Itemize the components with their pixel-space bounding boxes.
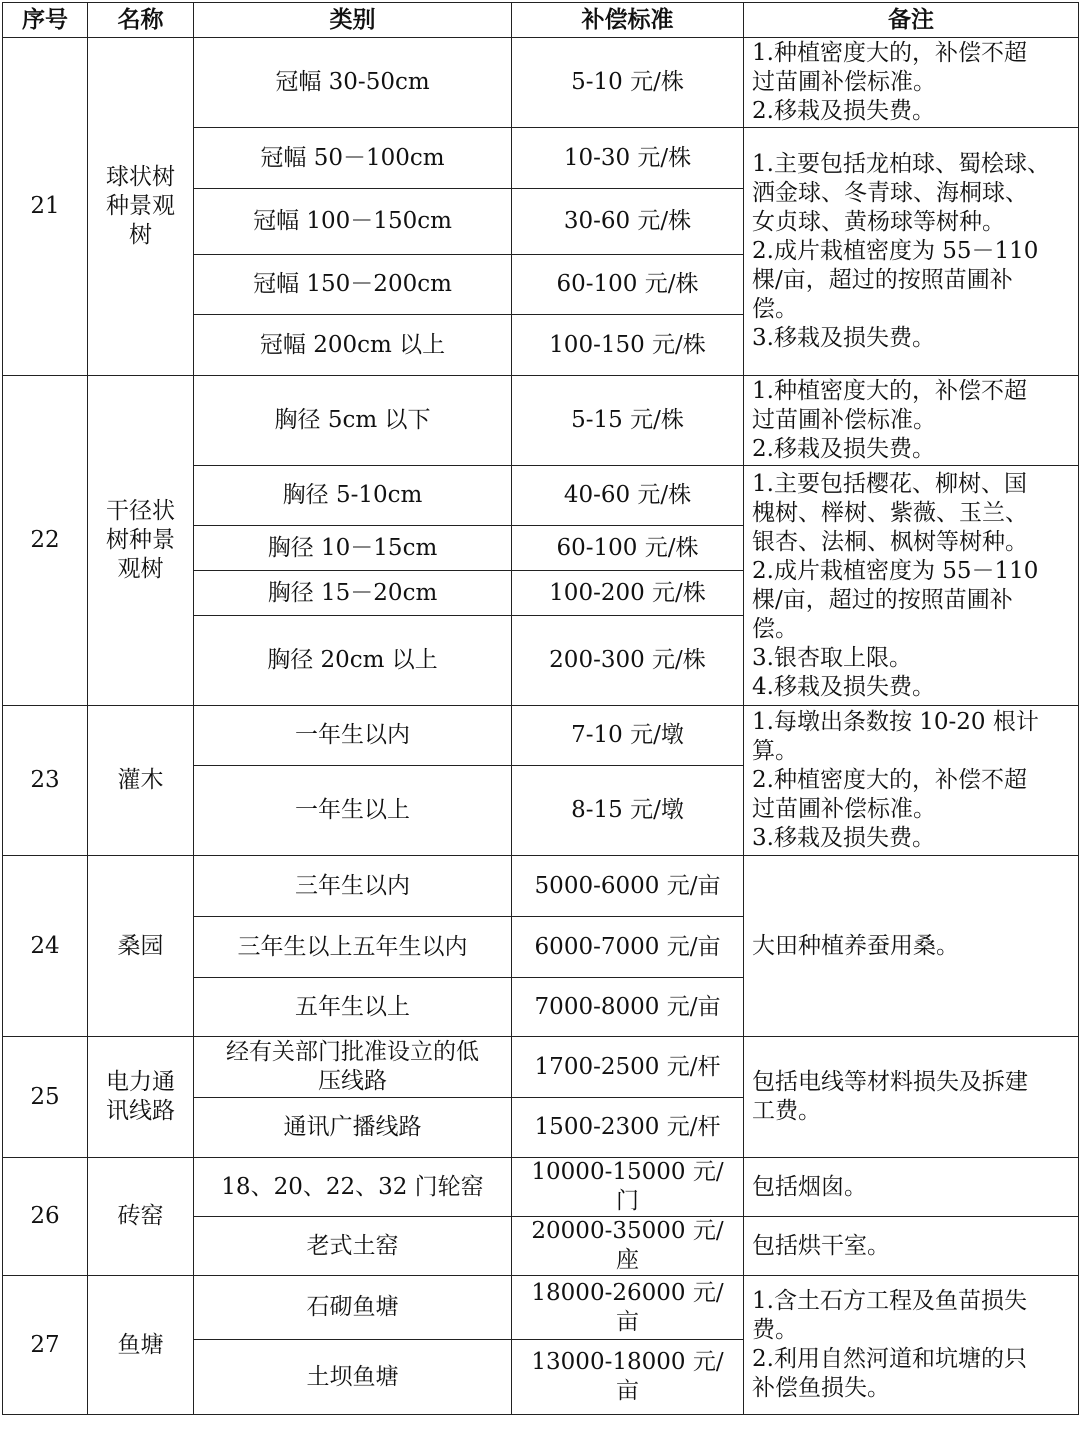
- category-cell: 一年生以内: [194, 706, 512, 766]
- table-row: [3, 1037, 1079, 1098]
- item-name: 电力通 讯线路: [88, 1037, 194, 1158]
- category-cell: 冠幅 30-50cm: [194, 38, 512, 128]
- header-standard: 补偿标准: [512, 3, 744, 38]
- header-notes: 备注: [744, 3, 1079, 38]
- category-cell: 老式土窑: [194, 1217, 512, 1276]
- category-cell: 冠幅 50－100cm: [194, 128, 512, 189]
- category-cell: 胸径 20cm 以上: [194, 616, 512, 706]
- table-row: [3, 376, 1079, 466]
- standard-cell: 13000-18000 元/亩: [512, 1340, 744, 1415]
- category-cell: 冠幅 200cm 以上: [194, 315, 512, 376]
- standard-cell: 100-200 元/株: [512, 571, 744, 616]
- notes-cell: 包括烘干室。: [744, 1217, 1079, 1276]
- category-cell: 胸径 5cm 以下: [194, 376, 512, 466]
- table-row: [3, 706, 1079, 766]
- notes-cell: 1.主要包括樱花、柳树、国 槐树、榉树、紫薇、玉兰、 银杏、法桐、枫树等树种。 2.成片栽植密度为 55－110 棵/亩，超过的按照苗圃补 偿。 3.银杏取上限。 4.移栽及损失费。: [744, 466, 1079, 706]
- standard-cell: 10-30 元/株: [512, 128, 744, 189]
- item-number: 23: [3, 706, 88, 856]
- compensation-table: [2, 2, 1079, 1415]
- item-number: 21: [3, 38, 88, 376]
- table-row: [3, 38, 1079, 128]
- standard-cell: 1700-2500 元/杆: [512, 1037, 744, 1098]
- category-cell: 冠幅 150－200cm: [194, 255, 512, 315]
- category-cell: 18、20、22、32 门轮窑: [194, 1158, 512, 1217]
- notes-cell: 1.主要包括龙柏球、蜀桧球、 洒金球、冬青球、海桐球、 女贞球、黄杨球等树种。 2.成片栽植密度为 55－110 棵/亩，超过的按照苗圃补 偿。 3.移栽及损失费。: [744, 128, 1079, 376]
- category-cell: 土坝鱼塘: [194, 1340, 512, 1415]
- header-category: 类别: [194, 3, 512, 38]
- standard-cell: 30-60 元/株: [512, 189, 744, 255]
- notes-cell: 1.含土石方工程及鱼苗损失 费。 2.利用自然河道和坑塘的只 补偿鱼损失。: [744, 1276, 1079, 1415]
- notes-cell: 1.种植密度大的，补偿不超 过苗圃补偿标准。 2.移栽及损失费。: [744, 38, 1079, 128]
- category-cell: 经有关部门批准设立的低 压线路: [194, 1037, 512, 1098]
- notes-cell: 大田种植养蚕用桑。: [744, 856, 1079, 1037]
- item-number: 26: [3, 1158, 88, 1276]
- item-name: 鱼塘: [88, 1276, 194, 1415]
- standard-cell: 40-60 元/株: [512, 466, 744, 526]
- header-row: [3, 3, 1079, 38]
- item-number: 22: [3, 376, 88, 706]
- standard-cell: 8-15 元/墩: [512, 766, 744, 856]
- header-name: 名称: [88, 3, 194, 38]
- category-cell: 胸径 10－15cm: [194, 526, 512, 571]
- item-name: 灌木: [88, 706, 194, 856]
- notes-cell: 1.种植密度大的，补偿不超 过苗圃补偿标准。 2.移栽及损失费。: [744, 376, 1079, 466]
- item-name: 桑园: [88, 856, 194, 1037]
- standard-cell: 18000-26000 元/亩: [512, 1276, 744, 1340]
- table-row: [3, 856, 1079, 917]
- item-number: 24: [3, 856, 88, 1037]
- item-number: 27: [3, 1276, 88, 1415]
- item-name: 干径状 树种景 观树: [88, 376, 194, 706]
- notes-cell: 包括电线等材料损失及拆建 工费。: [744, 1037, 1079, 1158]
- standard-cell: 1500-2300 元/杆: [512, 1098, 744, 1158]
- standard-cell: 20000-35000 元/座: [512, 1217, 744, 1276]
- standard-cell: 60-100 元/株: [512, 255, 744, 315]
- standard-cell: 200-300 元/株: [512, 616, 744, 706]
- notes-cell: 1.每墩出条数按 10-20 根计 算。 2.种植密度大的，补偿不超 过苗圃补偿标准。 3.移栽及损失费。: [744, 706, 1079, 856]
- item-name: 砖窑: [88, 1158, 194, 1276]
- category-cell: 五年生以上: [194, 978, 512, 1037]
- table-row: [3, 1276, 1079, 1340]
- category-cell: 三年生以内: [194, 856, 512, 917]
- standard-cell: 7-10 元/墩: [512, 706, 744, 766]
- category-cell: 石砌鱼塘: [194, 1276, 512, 1340]
- standard-cell: 7000-8000 元/亩: [512, 978, 744, 1037]
- standard-cell: 5-15 元/株: [512, 376, 744, 466]
- notes-cell: 包括烟囱。: [744, 1158, 1079, 1217]
- category-cell: 三年生以上五年生以内: [194, 917, 512, 978]
- item-name: 球状树 种景观 树: [88, 38, 194, 376]
- header-no: 序号: [3, 3, 88, 38]
- category-cell: 一年生以上: [194, 766, 512, 856]
- standard-cell: 10000-15000 元/门: [512, 1158, 744, 1217]
- category-cell: 胸径 15－20cm: [194, 571, 512, 616]
- standard-cell: 5-10 元/株: [512, 38, 744, 128]
- standard-cell: 6000-7000 元/亩: [512, 917, 744, 978]
- table-row: [3, 1158, 1079, 1217]
- standard-cell: 100-150 元/株: [512, 315, 744, 376]
- category-cell: 冠幅 100－150cm: [194, 189, 512, 255]
- standard-cell: 5000-6000 元/亩: [512, 856, 744, 917]
- standard-cell: 60-100 元/株: [512, 526, 744, 571]
- category-cell: 通讯广播线路: [194, 1098, 512, 1158]
- category-cell: 胸径 5-10cm: [194, 466, 512, 526]
- item-number: 25: [3, 1037, 88, 1158]
